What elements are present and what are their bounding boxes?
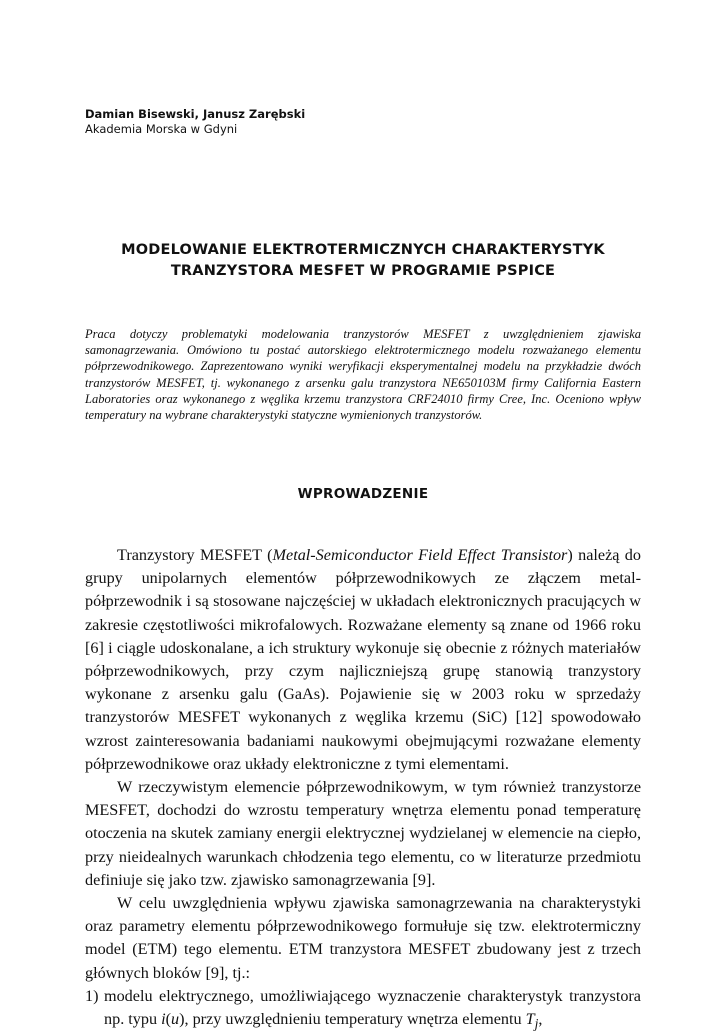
paragraph-1-start: Tranzystory MESFET ( [117,546,273,564]
author-block [85,107,645,137]
body-text [85,544,641,1036]
title-line-2: TRANZYSTORA MESFET W PROGRAMIE PSPICE [170,263,556,279]
list-item-text: modelu elektrycznego, umożliwiającego wyznaczenie charakterystyk tranzystora np. typu [104,986,641,1029]
author-affiliation: Akademia Morska w Gdyni [85,122,238,136]
paragraph-1-rest: ) należą do grupy unipolarnych elementów półprzewodnikowych ze złączem metal-półprzewodnik i są stosowane najczęściej w układach elektronicznych pracujących w zakresie częstotliwości mikrofalowych. Rozważane elementy są znane od 1966 roku [6] i ciągle udoskonalane, a ich struktury wykonuje się obecnie z różnych materiałów półprzewodnikowych, przy czym najliczniejszą grupę stanowią tranzystory wykonane z arsenku galu (GaAs). Pojawienie się w 2003 roku w sprzedaży tranzystorów MESFET wykonanych z węglika krzemu (SiC) [12] spowodowało wzrost zainteresowania badaniami naukowymi obejmującymi rozważane elementy półprzewodnikowe oraz układy elektroniczne z tymi elementami. [85,546,641,773]
paren-open: ( [165,1010,171,1029]
paper-title [85,240,641,282]
list-item-1 [85,985,641,1036]
list-item-text-cont: ), przy uwzględnieniu temperatury wnętrza elementu [179,1010,526,1029]
title-line-1: MODELOWANIE ELEKTROTERMICZNYCH CHARAKTERYSTYK [121,242,605,258]
symbol-T: T [525,1010,535,1029]
list-item-end: , [538,1010,543,1029]
section-heading: WPROWADZENIE [297,486,429,502]
acronym-expansion: Metal-Semiconductor Field Effect Transistor [272,546,568,564]
abstract: Praca dotyczy problematyki modelowania tranzystorów MESFET z uwzględnieniem zjawiska samonagrzewania. Omówiono tu postać autorskiego elektrotermicznego modelu rozważanego elementu półprzewodnikowego. Zaprezentowano wyniki weryfikacji eksperymentalnej modelu na przykładzie dwóch tranzystorów MESFET, tj. wykonanego z arsenku galu tranzystora NE650103M firmy California Eastern Laboratories oraz wykonanego z węglika krzemu tranzystora CRF24010 firmy Cree, Inc. Oceniono wpływ temperatury na wybrane charakterystyki statyczne wymienionych tranzystorów. [85,327,641,423]
paragraph-3: W celu uwzględnienia wpływu zjawiska samonagrzewania na charakterystyki oraz parametry elementu półprzewodnikowego formułuje się tzw. elektrotermiczny model (ETM) tego elementu. ETM tranzystora MESFET zbudowany jest z trzech głównych bloków [9], tj.: [85,894,641,982]
symbol-u: u [171,1010,180,1029]
symbol-i: i [161,1010,166,1029]
author-names: Damian Bisewski, Janusz Zarębski [85,107,306,121]
list-number: 1) [85,986,99,1005]
symbol-j-subscript: j [534,1016,539,1032]
paragraph-2: W rzeczywistym elemencie półprzewodnikowym, w tym również tranzystorze MESFET, dochodzi do wzrostu temperatury wnętrza elementu ponad temperaturę otoczenia na skutek zamiany energii elektrycznej wydzielanej w elemencie na ciepło, przy nieidealnych warunkach chłodzenia tego elementu, co w literaturze przedmiotu definiuje się jako tzw. zjawisko samonagrzewania [9]. [85,778,641,889]
paragraph-1 [85,544,641,776]
